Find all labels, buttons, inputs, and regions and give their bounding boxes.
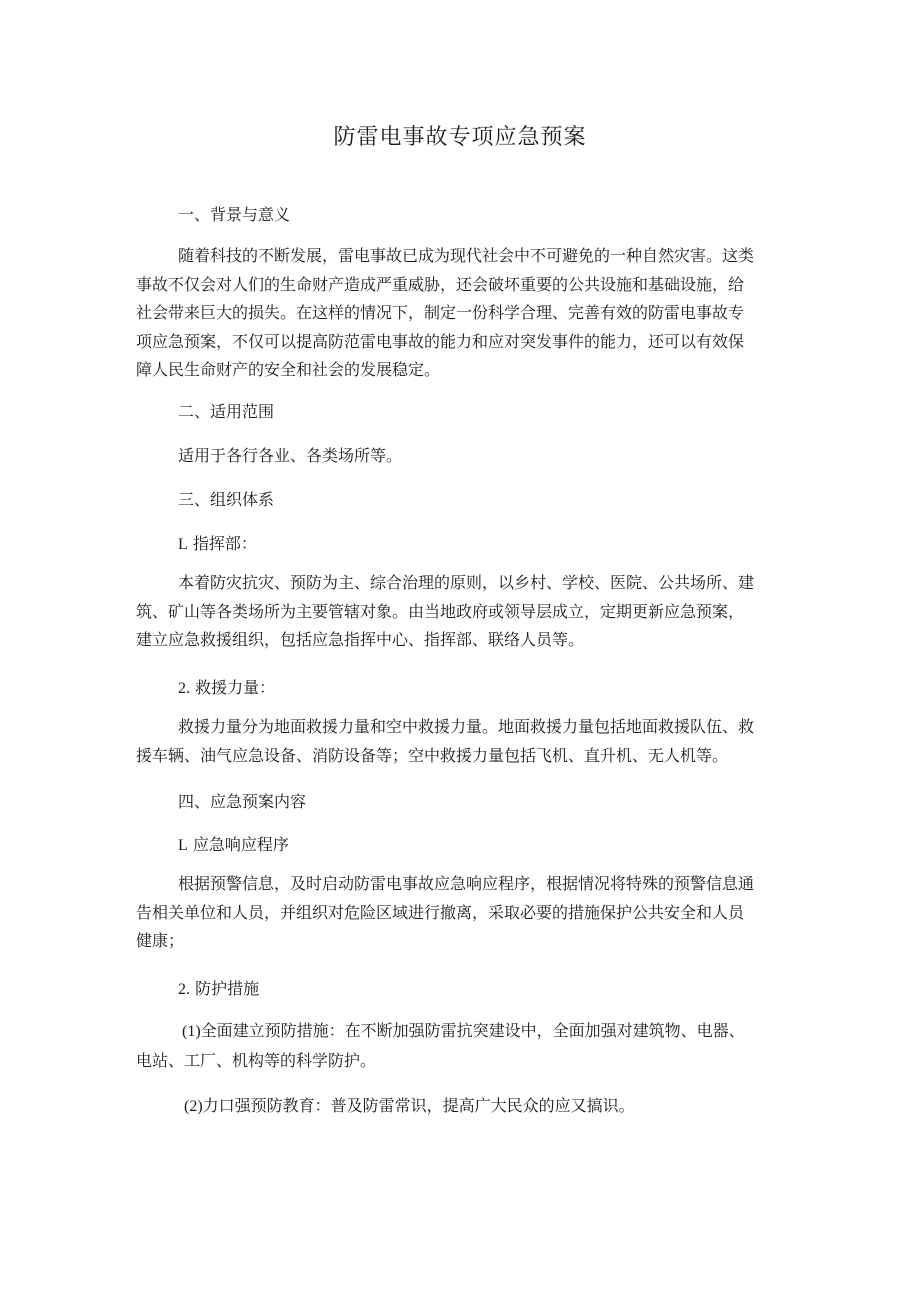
item-number: 2.: [178, 981, 190, 998]
paragraph-line: 建立应急救援组织，包括应急指挥中心、指挥部、联络人员等。: [136, 630, 585, 649]
protection-subitem-2: [136, 1092, 836, 1122]
item-heading-protection: [178, 975, 830, 1005]
section-heading-background: 一、背景与意义: [178, 205, 291, 224]
item-number: L: [178, 536, 188, 553]
paragraph-line: 告相关单位和人员，并组织对危险区域进行撤离，采取必要的措施保护公共安全和人员: [136, 902, 745, 922]
subitem-text: 全面建立预防措施：在不断加强防雷抗突建设中，全面加强对建筑物、电器、: [200, 1021, 745, 1040]
item-heading-response: [178, 831, 830, 861]
paragraph-line: 随着科技的不断发展，雷电事故已成为现代社会中不可避免的一种自然灾害。这类: [178, 246, 755, 265]
scope-paragraph: 适用于各行各业、各类场所等。: [178, 446, 403, 465]
section-heading-organization: 三、组织体系: [178, 490, 275, 509]
command-paragraph: [136, 569, 788, 655]
paragraph-line: [136, 1017, 788, 1047]
protection-subitem-1: [136, 1017, 788, 1075]
section-heading-plan-content: 四、应急预案内容: [178, 792, 307, 811]
item-label: 救援力量：: [195, 678, 276, 697]
item-number: 2.: [178, 680, 190, 697]
paragraph-line: 障人民生命财产的安全和社会的发展稳定。: [136, 360, 441, 379]
paragraph-line: 电站、工厂、机构等的科学防护。: [136, 1050, 377, 1070]
subitem-number: (1): [182, 1023, 201, 1040]
subitem-number: (2): [184, 1098, 203, 1115]
subitem-text: 力口强预防教育：普及防雷常识，提高广大民众的应又搞识。: [202, 1096, 635, 1115]
paragraph-line: 根据预警信息，及时启动防雷电事故应急响应程序，根据情况将特殊的预警信息通: [178, 874, 755, 893]
item-label: 应急响应程序: [192, 835, 289, 854]
paragraph-line: 援车辆、油气应急设备、消防设备等；空中救援力量包括飞机、直升机、无人机等。: [136, 745, 729, 765]
paragraph-line: 筑、矿山等各类场所为主要管辖对象。由当地政府或领导层成立，定期更新应急预案，: [136, 601, 745, 621]
item-label: 防护措施: [195, 979, 260, 998]
item-heading-command: [178, 530, 830, 560]
paragraph-line: 健康；: [136, 931, 185, 950]
item-number: L: [178, 837, 188, 854]
item-label: 指挥部：: [192, 534, 257, 553]
paragraph-line: 本着防灾抗灾、预防为主、综合治理的原则，以乡村、学校、医院、公共场所、建: [178, 573, 755, 592]
response-paragraph: [136, 870, 788, 956]
paragraph-line: 社会带来巨大的损失。在这样的情况下，制定一份科学合理、完善有效的防雷电事故专: [136, 303, 745, 322]
item-heading-rescue: [178, 674, 830, 704]
section-heading-scope: 二、适用范围: [178, 402, 275, 421]
paragraph-line: 救援力量分为地面救援力量和空中救援力量。地面救援力量包括地面救援队伍、救: [178, 717, 755, 736]
background-paragraph: [136, 242, 788, 385]
rescue-paragraph: [136, 713, 788, 770]
paragraph-line: 事故不仅会对人们的生命财产造成严重威胁，还会破坏重要的公共设施和基础设施，给: [136, 274, 745, 294]
paragraph-line: 项应急预案，不仅可以提高防范雷电事故的能力和应对突发事件的能力，还可以有效保: [136, 331, 745, 351]
document-title: 防雷电事故专项应急预案: [333, 125, 587, 150]
